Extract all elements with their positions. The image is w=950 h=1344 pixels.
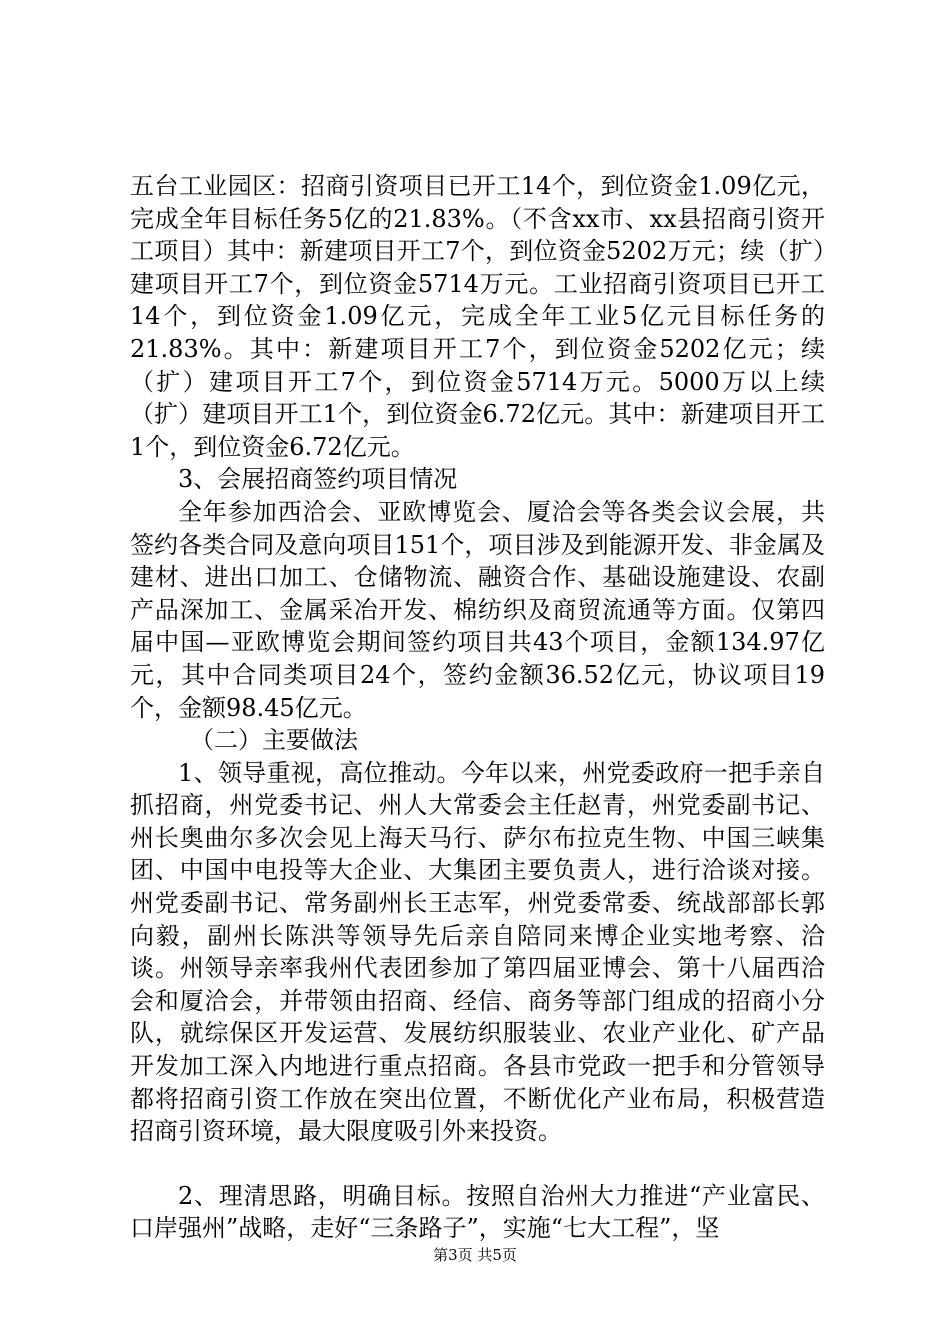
- paragraph-industrial-park: 五台工业园区：招商引资项目已开工14个，到位资金1.09亿元，完成全年目标任务5亿的21.83%。（不含xx市、xx县招商引资开工项目）其中：新建项目开工7个，到位资金5202万元；续（扩）建项目开工7个，到位资金5714万元。工业招商引资项目已开工14个，到位资金1.09亿元，完成全年工业5亿元目标任务的21.83%。其中：新建项目开工7个，到位资金5202亿元；续（扩）建项目开工7个，到位资金5714万元。5000万以上续（扩）建项目开工1个，到位资金6.72亿元。其中：新建项目开工1个，到位资金6.72亿元。: [130, 172, 825, 461]
- page-number-footer: 第3页 共5页: [433, 1246, 517, 1264]
- paragraph-exhibition-signing: 全年参加西洽会、亚欧博览会、厦洽会等各类会议会展，共签约各类合同及意向项目151个，项目涉及到能源开发、非金属及建材、进出口加工、仓储物流、融资合作、基础设施建设、农副产品深加工、金属采冶开发、棉纺织及商贸流通等方面。仅第四届中国—亚欧博览会期间签约项目共43个项目，金额134.97亿元，其中合同类项目24个，签约金额36.52亿元，协议项目19个，金额98.45亿元。: [130, 497, 825, 722]
- paragraph-leadership: 1、领导重视，高位推动。今年以来，州党委政府一把手亲自抓招商，州党委书记、州人大常委会主任赵青，州党委副书记、州长奥曲尔多次会见上海天马行、萨尔布拉克生物、中国三峡集团、中国中电投等大企业、大集团主要负责人，进行洽谈对接。州党委副书记、常务副州长王志军，州党委常委、统战部部长郭向毅，副州长陈洪等领导先后亲自陪同来博企业实地考察、洽谈。州领导亲率我州代表团参加了第四届亚博会、第十八届西洽会和厦洽会，并带领由招商、经信、商务等部门组成的招商小分队，就综保区开发运营、发展纺织服装业、农业产业化、矿产品开发加工深入内地进行重点招商。各县市党政一把手和分管领导都将招商引资工作放在突出位置，不断优化产业布局，积极营造招商引资环境，最大限度吸引外来投资。: [130, 758, 825, 1146]
- document-body: [130, 170, 825, 1245]
- heading-exhibition-projects: 3、会展招商签约项目情况: [178, 465, 458, 494]
- heading-main-practices: （二）主要做法: [190, 726, 358, 755]
- paragraph-clarify-ideas: 2、理清思路，明确目标。按照自治州大力推进“产业富民、口岸强州”战略，走好“三条路子”，实施“七大工程”，坚: [130, 1181, 825, 1243]
